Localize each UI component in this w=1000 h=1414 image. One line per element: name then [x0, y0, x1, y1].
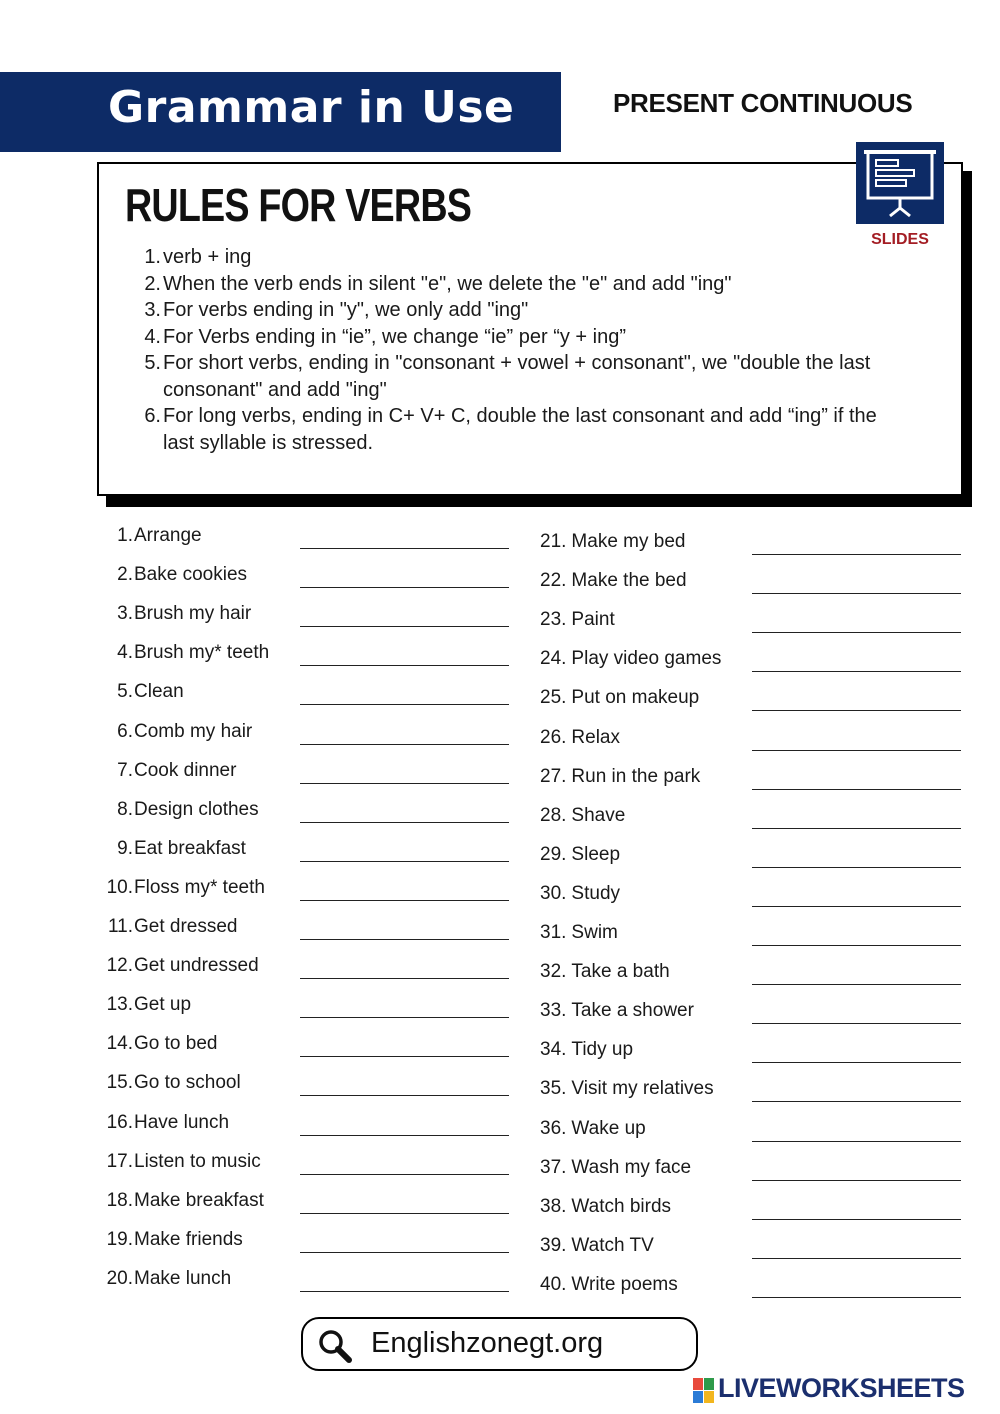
item-verb: Get undressed: [134, 955, 259, 977]
answer-line[interactable]: [300, 939, 509, 940]
item-verb: Relax: [571, 726, 620, 748]
answer-line[interactable]: [300, 861, 509, 862]
answer-line[interactable]: [752, 984, 961, 985]
rule-number: 3.: [144, 299, 161, 321]
answer-line[interactable]: [300, 1135, 509, 1136]
exercise-item: [540, 844, 620, 866]
item-verb: Make the bed: [571, 570, 687, 592]
rule-item: [139, 297, 899, 324]
item-verb: Watch TV: [571, 1234, 654, 1256]
rules-box: [97, 162, 963, 496]
exercise-item: [101, 642, 269, 664]
item-number: 18.: [106, 1189, 133, 1211]
answer-line[interactable]: [300, 704, 509, 705]
exercise-item: [101, 877, 265, 899]
answer-line[interactable]: [300, 1017, 509, 1018]
exercise-item: [540, 883, 620, 905]
exercise-item: [540, 1078, 714, 1100]
item-number: 15.: [106, 1072, 133, 1094]
exercise-item: [101, 1151, 261, 1173]
exercise-item: [540, 805, 625, 827]
exercise-item: [540, 727, 620, 749]
answer-line[interactable]: [752, 945, 961, 946]
item-number: 36.: [540, 1117, 567, 1139]
item-number: 30.: [540, 882, 567, 904]
item-number: 32.: [540, 961, 567, 983]
answer-line[interactable]: [752, 1297, 961, 1298]
exercise-item: [101, 603, 251, 625]
item-verb: Brush my hair: [134, 603, 252, 625]
item-verb: Take a shower: [571, 1000, 694, 1022]
item-number: 21.: [540, 531, 567, 552]
answer-line[interactable]: [752, 906, 961, 907]
exercise-item: [101, 564, 247, 586]
item-verb: Go to bed: [134, 1033, 218, 1055]
item-verb: Comb my hair: [134, 720, 253, 742]
item-number: 37.: [540, 1156, 567, 1178]
item-number: 5.: [117, 681, 133, 703]
answer-line[interactable]: [752, 1023, 961, 1024]
item-verb: Make my bed: [571, 531, 686, 552]
item-verb: Study: [571, 882, 621, 904]
answer-line[interactable]: [752, 1141, 961, 1142]
answer-line[interactable]: [752, 1101, 961, 1102]
item-number: 38.: [540, 1195, 567, 1217]
item-verb: Write poems: [571, 1273, 678, 1295]
rule-number: 6.: [144, 405, 161, 427]
item-verb: Make breakfast: [134, 1189, 264, 1211]
item-verb: Go to school: [134, 1072, 241, 1094]
item-verb: Visit my relatives: [571, 1078, 714, 1100]
exercise-item: [101, 1190, 264, 1212]
answer-line[interactable]: [752, 671, 961, 672]
item-number: 28.: [540, 804, 567, 826]
exercise-item: [540, 570, 687, 592]
item-verb: Floss my* teeth: [134, 876, 265, 898]
rule-number: 2.: [144, 272, 161, 295]
exercise-item: [540, 1039, 633, 1061]
item-number: 8.: [117, 798, 133, 820]
item-verb: Put on makeup: [571, 687, 700, 709]
answer-line[interactable]: [300, 665, 509, 666]
item-number: 20.: [106, 1267, 133, 1289]
item-verb: Eat breakfast: [134, 837, 246, 859]
exercise-item: [540, 1196, 671, 1218]
item-verb: Arrange: [134, 525, 202, 546]
exercise-item: [101, 760, 236, 782]
item-verb: Brush my* teeth: [134, 642, 270, 664]
exercise-item: [540, 1118, 646, 1140]
answer-line[interactable]: [752, 710, 961, 711]
answer-line[interactable]: [300, 1174, 509, 1175]
answer-line[interactable]: [752, 1219, 961, 1220]
item-verb: Shave: [571, 804, 626, 826]
item-verb: Tidy up: [571, 1039, 634, 1061]
rule-text: For short verbs, ending in "consonant + vowel + consonant", we "double the last consonant" and add "ing": [163, 352, 871, 401]
exercise-item: [540, 609, 615, 631]
item-verb: Get dressed: [134, 916, 238, 937]
rule-number: 1.: [144, 246, 161, 268]
item-verb: Play video games: [571, 648, 722, 670]
exercise-item: [101, 955, 259, 977]
answer-line[interactable]: [752, 867, 961, 868]
answer-line[interactable]: [752, 1062, 961, 1063]
exercise-item: [101, 799, 259, 821]
answer-line[interactable]: [752, 632, 961, 633]
answer-line[interactable]: [300, 626, 509, 627]
exercise-item: [101, 1112, 229, 1134]
item-verb: Take a bath: [571, 961, 670, 983]
search-icon: [317, 1328, 355, 1364]
exercise-item: [101, 681, 184, 703]
item-number: 34.: [540, 1039, 567, 1061]
item-verb: Watch birds: [571, 1195, 672, 1217]
answer-line[interactable]: [752, 1180, 961, 1181]
item-number: 35.: [540, 1078, 567, 1100]
item-verb: Have lunch: [134, 1111, 230, 1133]
answer-line[interactable]: [300, 1213, 509, 1214]
rule-item: [139, 350, 899, 403]
answer-line[interactable]: [752, 789, 961, 790]
answer-line[interactable]: [752, 828, 961, 829]
item-verb: Clean: [134, 681, 184, 703]
liveworksheets-brand[interactable]: [692, 1373, 992, 1405]
rule-item: [139, 271, 899, 298]
rule-number: 4.: [144, 325, 161, 348]
rule-text: When the verb ends in silent "e", we delete the "e" and add "ing": [163, 272, 732, 295]
item-verb: Design clothes: [134, 798, 259, 820]
exercise-item: [540, 648, 721, 670]
item-verb: Paint: [571, 609, 615, 631]
exercise-item: [540, 1274, 678, 1296]
exercise-item: [101, 1268, 231, 1290]
answer-line[interactable]: [300, 822, 509, 823]
rule-text: For Verbs ending in “ie”, we change “ie” per “y + ing”: [163, 325, 626, 348]
item-number: 1.: [117, 525, 133, 546]
answer-line[interactable]: [300, 1056, 509, 1057]
website-link[interactable]: Englishzonegt.org: [371, 1327, 604, 1359]
exercise-item: [101, 1072, 241, 1094]
item-number: 19.: [106, 1228, 133, 1250]
rule-item: [139, 324, 899, 351]
slides-label: SLIDES: [871, 231, 929, 248]
item-number: 39.: [540, 1234, 567, 1256]
item-number: 17.: [106, 1150, 133, 1172]
item-number: 12.: [106, 955, 133, 977]
item-verb: Listen to music: [134, 1150, 261, 1172]
item-verb: Make lunch: [134, 1267, 232, 1289]
exercise-item: [540, 1000, 694, 1022]
item-number: 2.: [117, 564, 133, 586]
answer-line[interactable]: [300, 978, 509, 979]
answer-line[interactable]: [300, 744, 509, 745]
answer-line[interactable]: [300, 1291, 509, 1292]
item-verb: Sleep: [571, 843, 621, 865]
title-banner: [0, 72, 561, 152]
answer-line[interactable]: [300, 548, 509, 549]
item-number: 11.: [107, 916, 133, 937]
item-number: 9.: [117, 837, 133, 859]
rules-list: [139, 244, 899, 456]
item-number: 23.: [540, 609, 567, 631]
item-number: 31.: [540, 922, 567, 943]
item-number: 26.: [540, 726, 567, 748]
presentation-board-icon: [856, 142, 944, 224]
answer-line[interactable]: [752, 554, 961, 555]
item-verb: Make friends: [134, 1228, 243, 1250]
item-verb: Wash my face: [571, 1156, 692, 1178]
item-verb: Swim: [571, 922, 618, 943]
page-title: Grammar in Use: [108, 82, 515, 133]
answer-line[interactable]: [300, 587, 509, 588]
item-number: 22.: [540, 570, 567, 592]
exercise-item: [101, 916, 238, 938]
exercise-item: [540, 922, 618, 944]
item-number: 29.: [540, 843, 567, 865]
exercise-item: [540, 1157, 691, 1179]
item-number: 16.: [106, 1111, 133, 1133]
answer-line[interactable]: [300, 1095, 509, 1096]
item-verb: Cook dinner: [134, 759, 237, 781]
item-verb: Run in the park: [571, 765, 701, 787]
item-number: 6.: [117, 720, 133, 742]
exercise-item: [540, 961, 670, 983]
exercise-item: [101, 1033, 217, 1055]
answer-line[interactable]: [752, 1258, 961, 1259]
exercise-item: [101, 1229, 243, 1251]
exercise-item: [101, 525, 202, 547]
exercise-item: [540, 531, 685, 553]
item-number: 33.: [540, 1000, 567, 1022]
answer-line[interactable]: [300, 900, 509, 901]
item-number: 13.: [106, 994, 133, 1016]
item-number: 40.: [540, 1273, 567, 1295]
exercise-item: [101, 838, 246, 860]
item-verb: Wake up: [571, 1117, 646, 1139]
item-number: 24.: [540, 648, 567, 670]
website-search-pill[interactable]: [301, 1317, 698, 1371]
liveworksheets-logo-icon: [692, 1376, 718, 1406]
slides-badge[interactable]: [856, 142, 944, 224]
rule-item: [139, 403, 899, 456]
rule-text: verb + ing: [163, 246, 252, 268]
exercise-item: [540, 1235, 654, 1257]
item-number: 10.: [106, 876, 133, 898]
exercise-item: [540, 687, 699, 709]
item-number: 14.: [106, 1033, 133, 1055]
answer-line[interactable]: [752, 750, 961, 751]
answer-line[interactable]: [300, 1252, 509, 1253]
rules-title: RULES FOR VERBS: [125, 179, 472, 231]
item-number: 27.: [540, 765, 567, 787]
liveworksheets-wordmark: LIVEWORKSHEETS: [718, 1373, 965, 1403]
item-number: 4.: [117, 642, 133, 664]
rule-text: For verbs ending in "y", we only add "ing": [163, 299, 529, 321]
answer-line[interactable]: [300, 783, 509, 784]
rule-number: 5.: [144, 352, 161, 374]
item-number: 7.: [117, 759, 133, 781]
topic-heading: PRESENT CONTINUOUS: [613, 88, 913, 118]
item-verb: Get up: [134, 994, 192, 1016]
item-number: 3.: [117, 603, 133, 625]
exercise-item: [101, 994, 191, 1016]
answer-line[interactable]: [752, 593, 961, 594]
item-verb: Bake cookies: [134, 564, 248, 586]
rule-item: [139, 244, 899, 271]
item-number: 25.: [540, 687, 567, 709]
exercise-item: [540, 766, 700, 788]
rule-text: For long verbs, ending in C+ V+ C, double the last consonant and add “ing” if the last syllable is stressed.: [163, 405, 877, 454]
exercise-item: [101, 721, 252, 743]
